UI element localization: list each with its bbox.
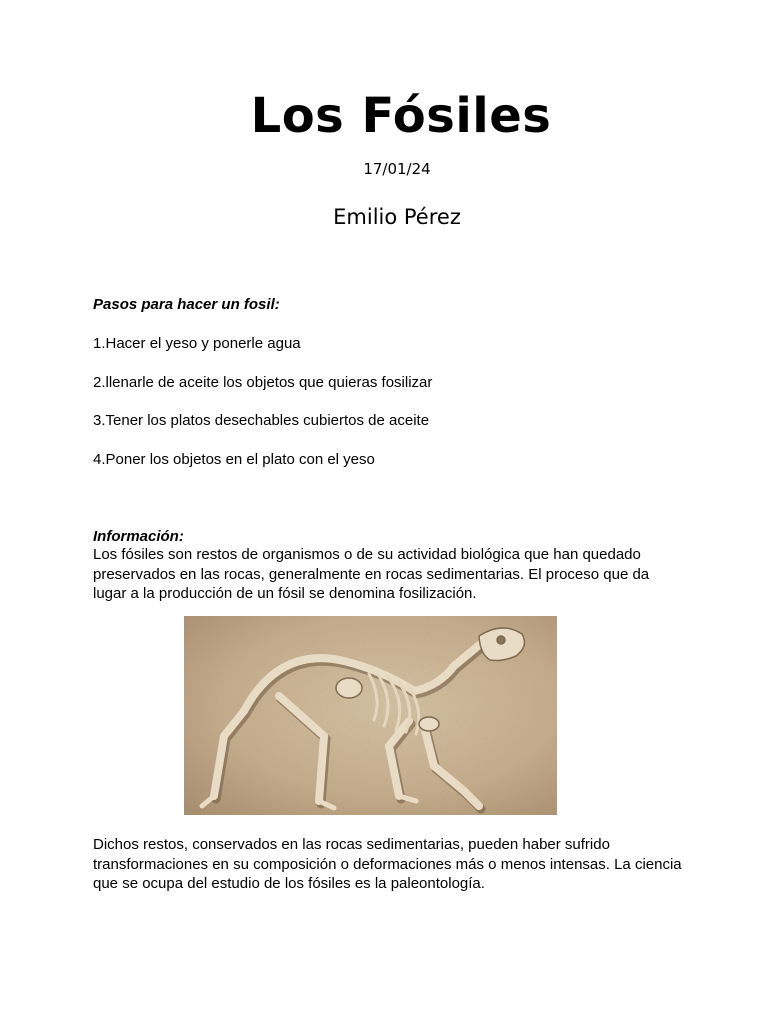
info-paragraph: Los fósiles son restos de organismos o de su actividad biológica que han quedado preservados en las rocas, generalmente en rocas sedimentarias. El proceso que da lugar a la producción de un fósil se denomina fosilización. <box>93 546 650 602</box>
steps-heading: Pasos para hacer un fosil: <box>93 296 280 313</box>
fossil-skeleton-image <box>184 616 557 815</box>
document-date: 17/01/24 <box>363 160 431 178</box>
step-item: 2.llenarle de aceite los objetos que quieras fosilizar <box>93 374 433 391</box>
step-item: 1.Hacer el yeso y ponerle agua <box>93 335 301 352</box>
step-item: 4.Poner los objetos en el plato con el yeso <box>93 451 375 468</box>
step-item: 3.Tener los platos desechables cubiertos de aceite <box>93 412 430 429</box>
author-name: Emilio Pérez <box>333 205 461 229</box>
closing-paragraph: Dichos restos, conservados en las rocas sedimentarias, pueden haber sufrido transformaciones en su composición o deformaciones más o menos intensas. La ciencia que se ocupa del estudio de los fósiles es la paleontología. <box>93 836 682 892</box>
page-title: Los Fósiles <box>250 88 552 144</box>
info-heading: Información: <box>93 528 184 545</box>
